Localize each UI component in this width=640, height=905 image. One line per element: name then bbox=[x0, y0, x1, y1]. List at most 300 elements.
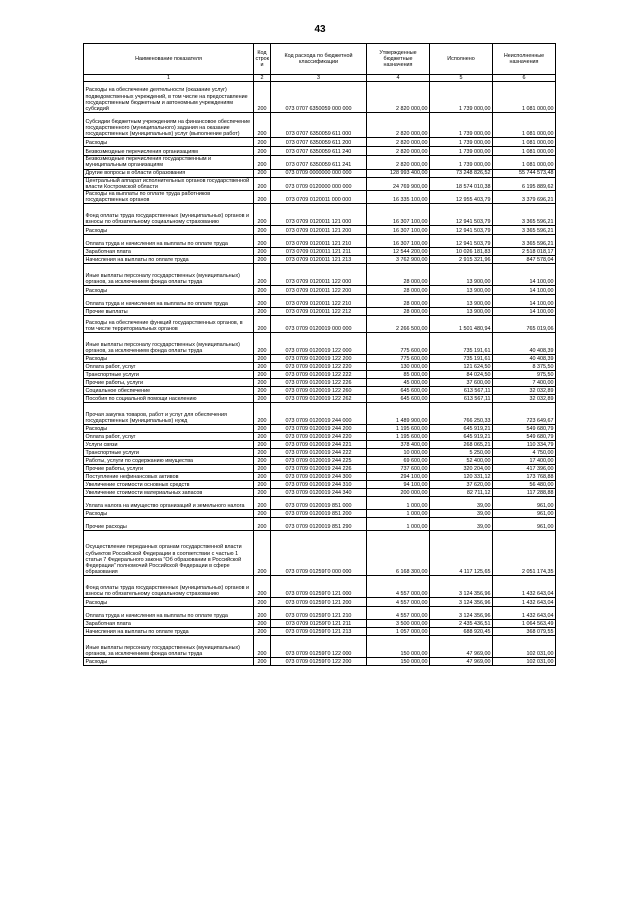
remaining-amount-cell: 3 365 596,21 bbox=[493, 226, 556, 235]
remaining-amount-cell: 549 680,79 bbox=[493, 433, 556, 441]
indicator-name-cell: Расходы bbox=[84, 658, 254, 666]
executed-amount-cell: 613 567,11 bbox=[430, 387, 493, 395]
executed-amount-cell: 4 117 125,65 bbox=[430, 531, 493, 576]
table-row bbox=[84, 481, 556, 489]
executed-amount-cell: 47 969,00 bbox=[430, 658, 493, 666]
header-line-code: Код строк и bbox=[254, 44, 271, 75]
remaining-amount-cell: 975,50 bbox=[493, 371, 556, 379]
indicator-name-cell: Расходы bbox=[84, 510, 254, 518]
indicator-name-cell: Расходы bbox=[84, 355, 254, 363]
table-row bbox=[84, 169, 556, 177]
column-index: 1 bbox=[84, 75, 254, 82]
approved-amount-cell: 28 000,00 bbox=[367, 286, 430, 295]
remaining-amount-cell: 17 400,00 bbox=[493, 457, 556, 465]
approved-amount-cell: 1 195 600,00 bbox=[367, 433, 430, 441]
line-code-cell: 200 bbox=[254, 598, 271, 607]
indicator-name-cell: Безвозмездные перечисления государственным и муниципальным организациям bbox=[84, 156, 254, 169]
budget-code-cell: 073 0709 0120019 244 222 bbox=[271, 449, 367, 457]
header-indicator-name: Наименование показателя bbox=[84, 44, 254, 75]
table-row bbox=[84, 425, 556, 433]
table-row bbox=[84, 403, 556, 425]
approved-amount-cell: 645 600,00 bbox=[367, 395, 430, 403]
column-index: 2 bbox=[254, 75, 271, 82]
approved-amount-cell: 2 820 000,00 bbox=[367, 156, 430, 169]
executed-amount-cell: 82 711,12 bbox=[430, 489, 493, 497]
budget-report-table bbox=[83, 43, 556, 666]
remaining-amount-cell: 102 031,00 bbox=[493, 658, 556, 666]
executed-amount-cell: 84 024,50 bbox=[430, 371, 493, 379]
executed-amount-cell: 73 248 826,52 bbox=[430, 169, 493, 177]
approved-amount-cell: 2 266 500,00 bbox=[367, 316, 430, 333]
line-code-cell: 200 bbox=[254, 235, 271, 248]
table-row bbox=[84, 449, 556, 457]
budget-code-cell: 073 0709 01259Г0 121 213 bbox=[271, 628, 367, 636]
executed-amount-cell: 13 900,00 bbox=[430, 308, 493, 316]
approved-amount-cell: 6 168 300,00 bbox=[367, 531, 430, 576]
executed-amount-cell: 39,00 bbox=[430, 497, 493, 510]
table-row bbox=[84, 355, 556, 363]
table-row bbox=[84, 489, 556, 497]
table-body bbox=[84, 82, 556, 666]
line-code-cell: 200 bbox=[254, 169, 271, 177]
line-code-cell: 200 bbox=[254, 226, 271, 235]
approved-amount-cell: 4 557 000,00 bbox=[367, 607, 430, 620]
line-code-cell: 200 bbox=[254, 620, 271, 628]
remaining-amount-cell: 2 051 174,35 bbox=[493, 531, 556, 576]
approved-amount-cell: 85 000,00 bbox=[367, 371, 430, 379]
line-code-cell: 200 bbox=[254, 316, 271, 333]
remaining-amount-cell: 1 064 563,49 bbox=[493, 620, 556, 628]
table-row bbox=[84, 465, 556, 473]
table-row bbox=[84, 177, 556, 190]
budget-code-cell: 073 0709 01259Г0 121 211 bbox=[271, 620, 367, 628]
approved-amount-cell: 1 000,00 bbox=[367, 510, 430, 518]
remaining-amount-cell: 14 100,00 bbox=[493, 308, 556, 316]
indicator-name-cell: Оплата работ, услуг bbox=[84, 363, 254, 371]
budget-code-cell: 073 0709 0120019 000 000 bbox=[271, 316, 367, 333]
approved-amount-cell: 2 820 000,00 bbox=[367, 147, 430, 156]
budget-code-cell: 073 0707 6350059 611 000 bbox=[271, 113, 367, 138]
budget-code-cell: 073 0709 0120011 122 210 bbox=[271, 295, 367, 308]
line-code-cell: 200 bbox=[254, 248, 271, 256]
table-row bbox=[84, 598, 556, 607]
indicator-name-cell: Расходы на обеспечение деятельности (оказание услуг) подведомственных учреждений, в том числе на предоставление государственным бюджетным и автономным учреждениям субсидий bbox=[84, 82, 254, 113]
indicator-name-cell: Расходы bbox=[84, 138, 254, 147]
table-row bbox=[84, 113, 556, 138]
remaining-amount-cell: 961,00 bbox=[493, 497, 556, 510]
line-code-cell: 200 bbox=[254, 295, 271, 308]
table-row bbox=[84, 433, 556, 441]
budget-code-cell: 073 0709 0120019 244 225 bbox=[271, 457, 367, 465]
table-row bbox=[84, 395, 556, 403]
indicator-name-cell: Другие вопросы в области образования bbox=[84, 169, 254, 177]
executed-amount-cell: 1 739 000,00 bbox=[430, 82, 493, 113]
budget-code-cell: 073 0709 0120019 244 220 bbox=[271, 433, 367, 441]
budget-code-cell: 073 0709 0120019 244 310 bbox=[271, 481, 367, 489]
table-row bbox=[84, 628, 556, 636]
remaining-amount-cell: 14 100,00 bbox=[493, 264, 556, 286]
line-code-cell: 200 bbox=[254, 465, 271, 473]
remaining-amount-cell: 14 100,00 bbox=[493, 286, 556, 295]
remaining-amount-cell: 3 365 596,21 bbox=[493, 235, 556, 248]
indicator-name-cell: Безвозмездные перечисления организациям bbox=[84, 147, 254, 156]
executed-amount-cell: 1 739 000,00 bbox=[430, 147, 493, 156]
approved-amount-cell: 130 000,00 bbox=[367, 363, 430, 371]
indicator-name-cell: Осуществление переданных органам государственной власти субъектов Российской Федерации в соответствии с частью 1 статьи 7 Федерального закона "Об образовании в Российской Федерации" полномочий Российской Федерации в сфере образования bbox=[84, 531, 254, 576]
table-header-row bbox=[84, 44, 556, 75]
table-row bbox=[84, 636, 556, 658]
remaining-amount-cell: 765 019,06 bbox=[493, 316, 556, 333]
budget-code-cell: 073 0709 0120019 244 000 bbox=[271, 403, 367, 425]
indicator-name-cell: Прочие расходы bbox=[84, 518, 254, 531]
executed-amount-cell: 13 900,00 bbox=[430, 264, 493, 286]
budget-code-cell: 073 0709 01259Г0 000 000 bbox=[271, 531, 367, 576]
approved-amount-cell: 200 000,00 bbox=[367, 489, 430, 497]
executed-amount-cell: 268 065,21 bbox=[430, 441, 493, 449]
executed-amount-cell: 39,00 bbox=[430, 518, 493, 531]
budget-code-cell: 073 0709 0120019 851 000 bbox=[271, 497, 367, 510]
approved-amount-cell: 1 000,00 bbox=[367, 497, 430, 510]
approved-amount-cell: 69 600,00 bbox=[367, 457, 430, 465]
remaining-amount-cell: 8 375,50 bbox=[493, 363, 556, 371]
budget-code-cell: 073 0709 0120011 121 210 bbox=[271, 235, 367, 248]
executed-amount-cell: 3 124 356,96 bbox=[430, 607, 493, 620]
executed-amount-cell: 766 250,33 bbox=[430, 403, 493, 425]
budget-code-cell: 073 0707 6350059 000 000 bbox=[271, 82, 367, 113]
budget-code-cell: 073 0709 0120019 244 226 bbox=[271, 465, 367, 473]
line-code-cell: 200 bbox=[254, 497, 271, 510]
indicator-name-cell: Увеличение стоимости основных средств bbox=[84, 481, 254, 489]
executed-amount-cell: 2 435 436,51 bbox=[430, 620, 493, 628]
indicator-name-cell: Транспортные услуги bbox=[84, 449, 254, 457]
approved-amount-cell: 16 307 100,00 bbox=[367, 235, 430, 248]
budget-code-cell: 073 0709 0000000 000 000 bbox=[271, 169, 367, 177]
remaining-amount-cell: 6 195 889,62 bbox=[493, 177, 556, 190]
remaining-amount-cell: 1 081 000,00 bbox=[493, 138, 556, 147]
remaining-amount-cell: 117 288,88 bbox=[493, 489, 556, 497]
executed-amount-cell: 5 250,00 bbox=[430, 449, 493, 457]
indicator-name-cell: Увеличение стоимости материальных запасов bbox=[84, 489, 254, 497]
remaining-amount-cell: 40 408,39 bbox=[493, 333, 556, 355]
budget-code-cell: 073 0709 0120019 244 200 bbox=[271, 425, 367, 433]
budget-code-cell: 073 0709 0120011 121 000 bbox=[271, 204, 367, 226]
approved-amount-cell: 3 500 000,00 bbox=[367, 620, 430, 628]
remaining-amount-cell: 4 750,00 bbox=[493, 449, 556, 457]
column-index: 6 bbox=[493, 75, 556, 82]
header-executed: Исполнено bbox=[430, 44, 493, 75]
line-code-cell: 200 bbox=[254, 403, 271, 425]
table-row bbox=[84, 607, 556, 620]
line-code-cell: 200 bbox=[254, 333, 271, 355]
executed-amount-cell: 12 941 503,79 bbox=[430, 226, 493, 235]
remaining-amount-cell: 40 408,39 bbox=[493, 355, 556, 363]
budget-code-cell: 073 0709 0120019 122 260 bbox=[271, 387, 367, 395]
table-row bbox=[84, 510, 556, 518]
executed-amount-cell: 1 501 480,94 bbox=[430, 316, 493, 333]
approved-amount-cell: 150 000,00 bbox=[367, 658, 430, 666]
executed-amount-cell: 1 739 000,00 bbox=[430, 156, 493, 169]
line-code-cell: 200 bbox=[254, 113, 271, 138]
remaining-amount-cell: 56 480,00 bbox=[493, 481, 556, 489]
indicator-name-cell: Фонд оплаты труда государственных (муниципальных) органов и взносы по обязательному социальному страхованию bbox=[84, 576, 254, 598]
line-code-cell: 200 bbox=[254, 449, 271, 457]
header-approved: Утвержденные бюджетные назначения bbox=[367, 44, 430, 75]
indicator-name-cell: Расходы bbox=[84, 425, 254, 433]
remaining-amount-cell: 3 365 596,21 bbox=[493, 204, 556, 226]
remaining-amount-cell: 961,00 bbox=[493, 518, 556, 531]
executed-amount-cell: 3 124 356,96 bbox=[430, 598, 493, 607]
budget-code-cell: 073 0709 0120019 122 222 bbox=[271, 371, 367, 379]
approved-amount-cell: 2 820 000,00 bbox=[367, 113, 430, 138]
executed-amount-cell: 735 191,61 bbox=[430, 355, 493, 363]
line-code-cell: 200 bbox=[254, 379, 271, 387]
indicator-name-cell: Центральный аппарат исполнительных органов государственной власти Костромской области bbox=[84, 177, 254, 190]
indicator-name-cell: Расходы bbox=[84, 286, 254, 295]
executed-amount-cell: 1 739 000,00 bbox=[430, 138, 493, 147]
approved-amount-cell: 3 762 900,00 bbox=[367, 256, 430, 264]
table-row bbox=[84, 620, 556, 628]
remaining-amount-cell: 961,00 bbox=[493, 510, 556, 518]
table-row bbox=[84, 256, 556, 264]
table-row bbox=[84, 473, 556, 481]
indicator-name-cell: Оплата труда и начисления на выплаты по оплате труда bbox=[84, 607, 254, 620]
remaining-amount-cell: 110 334,79 bbox=[493, 441, 556, 449]
executed-amount-cell: 13 900,00 bbox=[430, 295, 493, 308]
approved-amount-cell: 12 544 200,00 bbox=[367, 248, 430, 256]
executed-amount-cell: 47 969,00 bbox=[430, 636, 493, 658]
remaining-amount-cell: 14 100,00 bbox=[493, 295, 556, 308]
line-code-cell: 200 bbox=[254, 576, 271, 598]
executed-amount-cell: 12 955 403,79 bbox=[430, 191, 493, 204]
table-row bbox=[84, 363, 556, 371]
table-row bbox=[84, 204, 556, 226]
line-code-cell: 200 bbox=[254, 387, 271, 395]
table-row bbox=[84, 235, 556, 248]
remaining-amount-cell: 847 578,04 bbox=[493, 256, 556, 264]
line-code-cell: 200 bbox=[254, 191, 271, 204]
executed-amount-cell: 13 900,00 bbox=[430, 286, 493, 295]
line-code-cell: 200 bbox=[254, 658, 271, 666]
executed-amount-cell: 12 941 503,79 bbox=[430, 235, 493, 248]
table-row bbox=[84, 308, 556, 316]
remaining-amount-cell: 32 032,89 bbox=[493, 395, 556, 403]
table-row bbox=[84, 387, 556, 395]
remaining-amount-cell: 1 432 643,04 bbox=[493, 576, 556, 598]
remaining-amount-cell: 1 081 000,00 bbox=[493, 82, 556, 113]
line-code-cell: 200 bbox=[254, 636, 271, 658]
approved-amount-cell: 10 000,00 bbox=[367, 449, 430, 457]
approved-amount-cell: 1 489 900,00 bbox=[367, 403, 430, 425]
budget-code-cell: 073 0709 0120011 121 213 bbox=[271, 256, 367, 264]
table-row bbox=[84, 295, 556, 308]
remaining-amount-cell: 3 379 696,21 bbox=[493, 191, 556, 204]
approved-amount-cell: 1 000,00 bbox=[367, 518, 430, 531]
approved-amount-cell: 45 000,00 bbox=[367, 379, 430, 387]
budget-code-cell: 073 0709 0120019 244 340 bbox=[271, 489, 367, 497]
indicator-name-cell: Начисления на выплаты по оплате труда bbox=[84, 628, 254, 636]
executed-amount-cell: 2 915 321,96 bbox=[430, 256, 493, 264]
table-row bbox=[84, 441, 556, 449]
budget-code-cell: 073 0709 0120011 121 200 bbox=[271, 226, 367, 235]
indicator-name-cell: Прочие работы, услуги bbox=[84, 379, 254, 387]
line-code-cell: 200 bbox=[254, 156, 271, 169]
remaining-amount-cell: 32 032,89 bbox=[493, 387, 556, 395]
approved-amount-cell: 16 307 100,00 bbox=[367, 204, 430, 226]
line-code-cell: 200 bbox=[254, 286, 271, 295]
remaining-amount-cell: 723 649,67 bbox=[493, 403, 556, 425]
approved-amount-cell: 28 000,00 bbox=[367, 308, 430, 316]
remaining-amount-cell: 2 518 018,17 bbox=[493, 248, 556, 256]
approved-amount-cell: 28 000,00 bbox=[367, 295, 430, 308]
indicator-name-cell: Поступление нефинансовых активов bbox=[84, 473, 254, 481]
line-code-cell: 200 bbox=[254, 433, 271, 441]
budget-code-cell: 073 0709 0120019 122 220 bbox=[271, 363, 367, 371]
table-row bbox=[84, 226, 556, 235]
line-code-cell: 200 bbox=[254, 489, 271, 497]
approved-amount-cell: 16 307 100,00 bbox=[367, 226, 430, 235]
budget-code-cell: 073 0709 0120019 244 221 bbox=[271, 441, 367, 449]
indicator-name-cell: Услуги связи bbox=[84, 441, 254, 449]
approved-amount-cell: 378 400,00 bbox=[367, 441, 430, 449]
budget-code-cell: 073 0707 6350059 611 200 bbox=[271, 138, 367, 147]
line-code-cell: 200 bbox=[254, 177, 271, 190]
approved-amount-cell: 294 100,00 bbox=[367, 473, 430, 481]
indicator-name-cell: Заработная плата bbox=[84, 248, 254, 256]
table-row bbox=[84, 248, 556, 256]
budget-code-cell: 073 0709 01259Г0 122 200 bbox=[271, 658, 367, 666]
budget-code-cell: 073 0709 0120019 851 290 bbox=[271, 518, 367, 531]
table-row bbox=[84, 156, 556, 169]
indicator-name-cell: Прочие работы, услуги bbox=[84, 465, 254, 473]
indicator-name-cell: Иные выплаты персоналу государственных (муниципальных) органов, за исключением фонда оплаты труда bbox=[84, 333, 254, 355]
budget-code-cell: 073 0709 0120019 244 300 bbox=[271, 473, 367, 481]
executed-amount-cell: 1 739 000,00 bbox=[430, 113, 493, 138]
table-row bbox=[84, 138, 556, 147]
executed-amount-cell: 645 919,21 bbox=[430, 425, 493, 433]
line-code-cell: 200 bbox=[254, 441, 271, 449]
approved-amount-cell: 94 100,00 bbox=[367, 481, 430, 489]
executed-amount-cell: 320 204,00 bbox=[430, 465, 493, 473]
budget-code-cell: 073 0709 0120011 000 000 bbox=[271, 191, 367, 204]
line-code-cell: 200 bbox=[254, 473, 271, 481]
line-code-cell: 200 bbox=[254, 481, 271, 489]
executed-amount-cell: 10 026 181,83 bbox=[430, 248, 493, 256]
budget-code-cell: 073 0709 0120019 122 200 bbox=[271, 355, 367, 363]
table-row bbox=[84, 264, 556, 286]
executed-amount-cell: 12 941 503,79 bbox=[430, 204, 493, 226]
indicator-name-cell: Транспортные услуги bbox=[84, 371, 254, 379]
table-row bbox=[84, 379, 556, 387]
budget-code-cell: 073 0709 01259Г0 121 200 bbox=[271, 598, 367, 607]
budget-code-cell: 073 0709 0120019 122 000 bbox=[271, 333, 367, 355]
executed-amount-cell: 18 574 010,38 bbox=[430, 177, 493, 190]
budget-code-cell: 073 0709 0120019 851 200 bbox=[271, 510, 367, 518]
page-number: 43 bbox=[314, 24, 326, 35]
table-row bbox=[84, 147, 556, 156]
executed-amount-cell: 688 920,45 bbox=[430, 628, 493, 636]
indicator-name-cell: Работы, услуги по содержанию имущества bbox=[84, 457, 254, 465]
line-code-cell: 200 bbox=[254, 607, 271, 620]
header-budget-code: Код расхода по бюджетной классификации bbox=[271, 44, 367, 75]
executed-amount-cell: 3 124 356,96 bbox=[430, 576, 493, 598]
executed-amount-cell: 120 331,12 bbox=[430, 473, 493, 481]
indicator-name-cell: Оплата работ, услуг bbox=[84, 433, 254, 441]
column-index: 5 bbox=[430, 75, 493, 82]
executed-amount-cell: 37 600,00 bbox=[430, 379, 493, 387]
approved-amount-cell: 24 769 900,00 bbox=[367, 177, 430, 190]
line-code-cell: 200 bbox=[254, 510, 271, 518]
approved-amount-cell: 737 600,00 bbox=[367, 465, 430, 473]
remaining-amount-cell: 173 768,88 bbox=[493, 473, 556, 481]
remaining-amount-cell: 1 081 000,00 bbox=[493, 156, 556, 169]
approved-amount-cell: 1 057 000,00 bbox=[367, 628, 430, 636]
line-code-cell: 200 bbox=[254, 264, 271, 286]
indicator-name-cell: Иные выплаты персоналу государственных (муниципальных) органов, за исключением фонда оплаты труда bbox=[84, 636, 254, 658]
remaining-amount-cell: 1 432 643,04 bbox=[493, 598, 556, 607]
line-code-cell: 200 bbox=[254, 256, 271, 264]
line-code-cell: 200 bbox=[254, 628, 271, 636]
indicator-name-cell: Иные выплаты персоналу государственных (муниципальных) органов, за исключением фонда оплаты труда bbox=[84, 264, 254, 286]
table-row bbox=[84, 497, 556, 510]
line-code-cell: 200 bbox=[254, 82, 271, 113]
budget-code-cell: 073 0707 6350059 611 240 bbox=[271, 147, 367, 156]
line-code-cell: 200 bbox=[254, 395, 271, 403]
indicator-name-cell: Расходы на обеспечение функций государственных органов, в том числе территориальных органов bbox=[84, 316, 254, 333]
indicator-name-cell: Пособия по социальной помощи населению bbox=[84, 395, 254, 403]
executed-amount-cell: 735 191,61 bbox=[430, 333, 493, 355]
indicator-name-cell: Начисления на выплаты по оплате труда bbox=[84, 256, 254, 264]
approved-amount-cell: 2 820 000,00 bbox=[367, 82, 430, 113]
table-row bbox=[84, 576, 556, 598]
budget-code-cell: 073 0709 0120000 000 000 bbox=[271, 177, 367, 190]
executed-amount-cell: 121 624,50 bbox=[430, 363, 493, 371]
remaining-amount-cell: 7 400,00 bbox=[493, 379, 556, 387]
table-row bbox=[84, 82, 556, 113]
line-code-cell: 200 bbox=[254, 457, 271, 465]
approved-amount-cell: 645 600,00 bbox=[367, 387, 430, 395]
indicator-name-cell: Оплата труда и начисления на выплаты по оплате труда bbox=[84, 295, 254, 308]
table-row bbox=[84, 518, 556, 531]
table-row bbox=[84, 658, 556, 666]
approved-amount-cell: 4 557 000,00 bbox=[367, 576, 430, 598]
line-code-cell: 200 bbox=[254, 204, 271, 226]
line-code-cell: 200 bbox=[254, 363, 271, 371]
remaining-amount-cell: 1 081 000,00 bbox=[493, 147, 556, 156]
table-row bbox=[84, 316, 556, 333]
indicator-name-cell: Расходы bbox=[84, 226, 254, 235]
remaining-amount-cell: 1 081 000,00 bbox=[493, 113, 556, 138]
budget-code-cell: 073 0709 01259Г0 121 000 bbox=[271, 576, 367, 598]
indicator-name-cell: Оплата труда и начисления на выплаты по оплате труда bbox=[84, 235, 254, 248]
header-remaining: Неисполненные назначения bbox=[493, 44, 556, 75]
column-index: 4 bbox=[367, 75, 430, 82]
column-index: 3 bbox=[271, 75, 367, 82]
budget-code-cell: 073 0709 01259Г0 121 210 bbox=[271, 607, 367, 620]
remaining-amount-cell: 549 680,79 bbox=[493, 425, 556, 433]
budget-code-cell: 073 0709 01259Г0 122 000 bbox=[271, 636, 367, 658]
remaining-amount-cell: 102 031,00 bbox=[493, 636, 556, 658]
indicator-name-cell: Прочие выплаты bbox=[84, 308, 254, 316]
column-index-row bbox=[84, 75, 556, 82]
indicator-name-cell: Субсидии бюджетным учреждениям на финансовое обеспечение государственного (муниципального) задания на оказание государственных (муниципальных) услуг (выполнение работ) bbox=[84, 113, 254, 138]
executed-amount-cell: 37 620,00 bbox=[430, 481, 493, 489]
approved-amount-cell: 775 600,00 bbox=[367, 333, 430, 355]
remaining-amount-cell: 55 744 573,48 bbox=[493, 169, 556, 177]
approved-amount-cell: 2 820 000,00 bbox=[367, 138, 430, 147]
remaining-amount-cell: 417 396,00 bbox=[493, 465, 556, 473]
table-row bbox=[84, 371, 556, 379]
executed-amount-cell: 52 400,00 bbox=[430, 457, 493, 465]
